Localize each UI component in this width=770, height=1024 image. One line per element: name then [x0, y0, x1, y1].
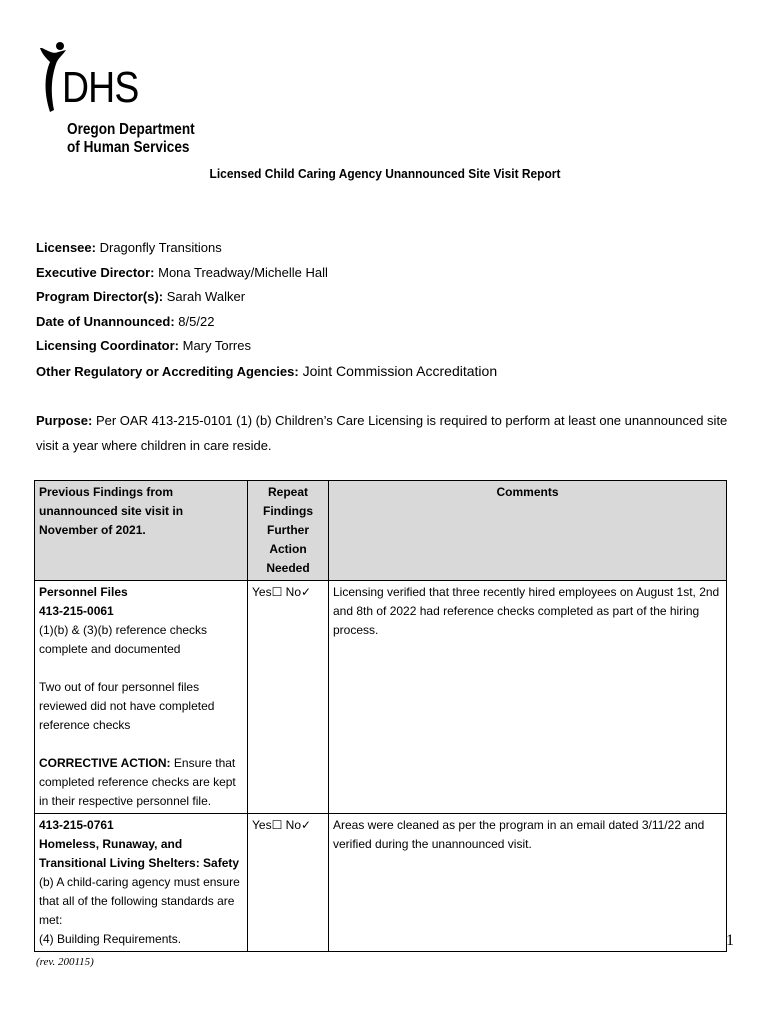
info-label: Other Regulatory or Accrediting Agencies: [36, 363, 299, 379]
info-value: Dragonfly Transitions [95, 240, 222, 255]
info-value: 8/5/22 [174, 313, 215, 329]
info-label: Executive Director: [36, 264, 155, 280]
finding-title: Homeless, Runaway, and Transitional Living Shelters: Safety [39, 837, 240, 870]
table-header-row [35, 481, 727, 581]
info-licensee [36, 236, 736, 261]
purpose-paragraph [36, 408, 736, 458]
corrective-action [39, 754, 243, 811]
header-comments: Comments [329, 481, 727, 581]
header-repeat-findings: Repeat Findings Further Action Needed [248, 481, 329, 581]
info-value: Sarah Walker [163, 289, 246, 304]
finding-rule: 413-215-0761 [39, 818, 114, 832]
findings-table [34, 480, 727, 952]
yes-no-status: Yes☐ No✓ [248, 814, 329, 952]
info-other-agencies [36, 359, 736, 384]
report-title: Licensed Child Caring Agency Unannounced Site Visit Report [209, 166, 561, 181]
info-executive-director [36, 261, 736, 286]
purpose-text: Per OAR 413-215-0101 (1) (b) Children’s Care Licensing is required to perform at least one unannounced site visit a year where children in care reside. [36, 413, 728, 453]
info-label: Licensee: [36, 240, 96, 255]
info-value: Mary Torres [179, 338, 251, 353]
logo-dhs-text: DHS [62, 63, 139, 112]
table-row [35, 581, 727, 814]
info-block [36, 236, 736, 383]
info-label: Licensing Coordinator: [36, 338, 179, 353]
finding-description: (b) A child-caring agency must ensure that all of the following standards are met: [39, 875, 240, 927]
info-label: Date of Unannounced: [36, 313, 175, 329]
page-number: 1 [726, 932, 734, 949]
finding-rule: 413-215-0061 [39, 604, 114, 618]
yes-no-status: Yes☐ No✓ [248, 581, 329, 814]
info-licensing-coordinator [36, 334, 736, 359]
logo-org-line1: Oregon Department [67, 121, 195, 138]
finding-cell [35, 814, 248, 952]
corrective-action-text: Ensure that completed reference checks are kept in their respective personnel file. [39, 756, 236, 808]
table-row [35, 814, 727, 952]
finding-description: (1)(b) & (3)(b) reference checks complete and documented [39, 623, 208, 656]
corrective-action-label: CORRECTIVE ACTION: [39, 756, 171, 770]
info-date [36, 310, 736, 335]
logo-org-line2: of Human Services [67, 139, 190, 156]
finding-description-2: (4) Building Requirements. [39, 932, 182, 946]
finding-cell [35, 581, 248, 814]
info-value: Joint Commission Accreditation [298, 362, 498, 379]
dhs-logo [36, 40, 196, 162]
comment-cell: Licensing verified that three recently hired employees on August 1st, 2nd and 8th of 2022 had reference checks completed as part of the hiring process. [329, 581, 727, 814]
info-program-director [36, 285, 736, 310]
finding-title: Personnel Files [39, 585, 128, 599]
revision-note: (rev. 200115) [36, 956, 94, 968]
info-label: Program Director(s): [36, 289, 164, 304]
info-value: Mona Treadway/Michelle Hall [154, 264, 328, 280]
purpose-label: Purpose: [36, 413, 93, 428]
finding-detail: Two out of four personnel files reviewed did not have completed reference checks [39, 680, 215, 732]
header-previous-findings: Previous Findings from unannounced site visit in November of 2021. [35, 481, 248, 581]
comment-cell: Areas were cleaned as per the program in an email dated 3/11/22 and verified during the unannounced visit. [329, 814, 727, 952]
